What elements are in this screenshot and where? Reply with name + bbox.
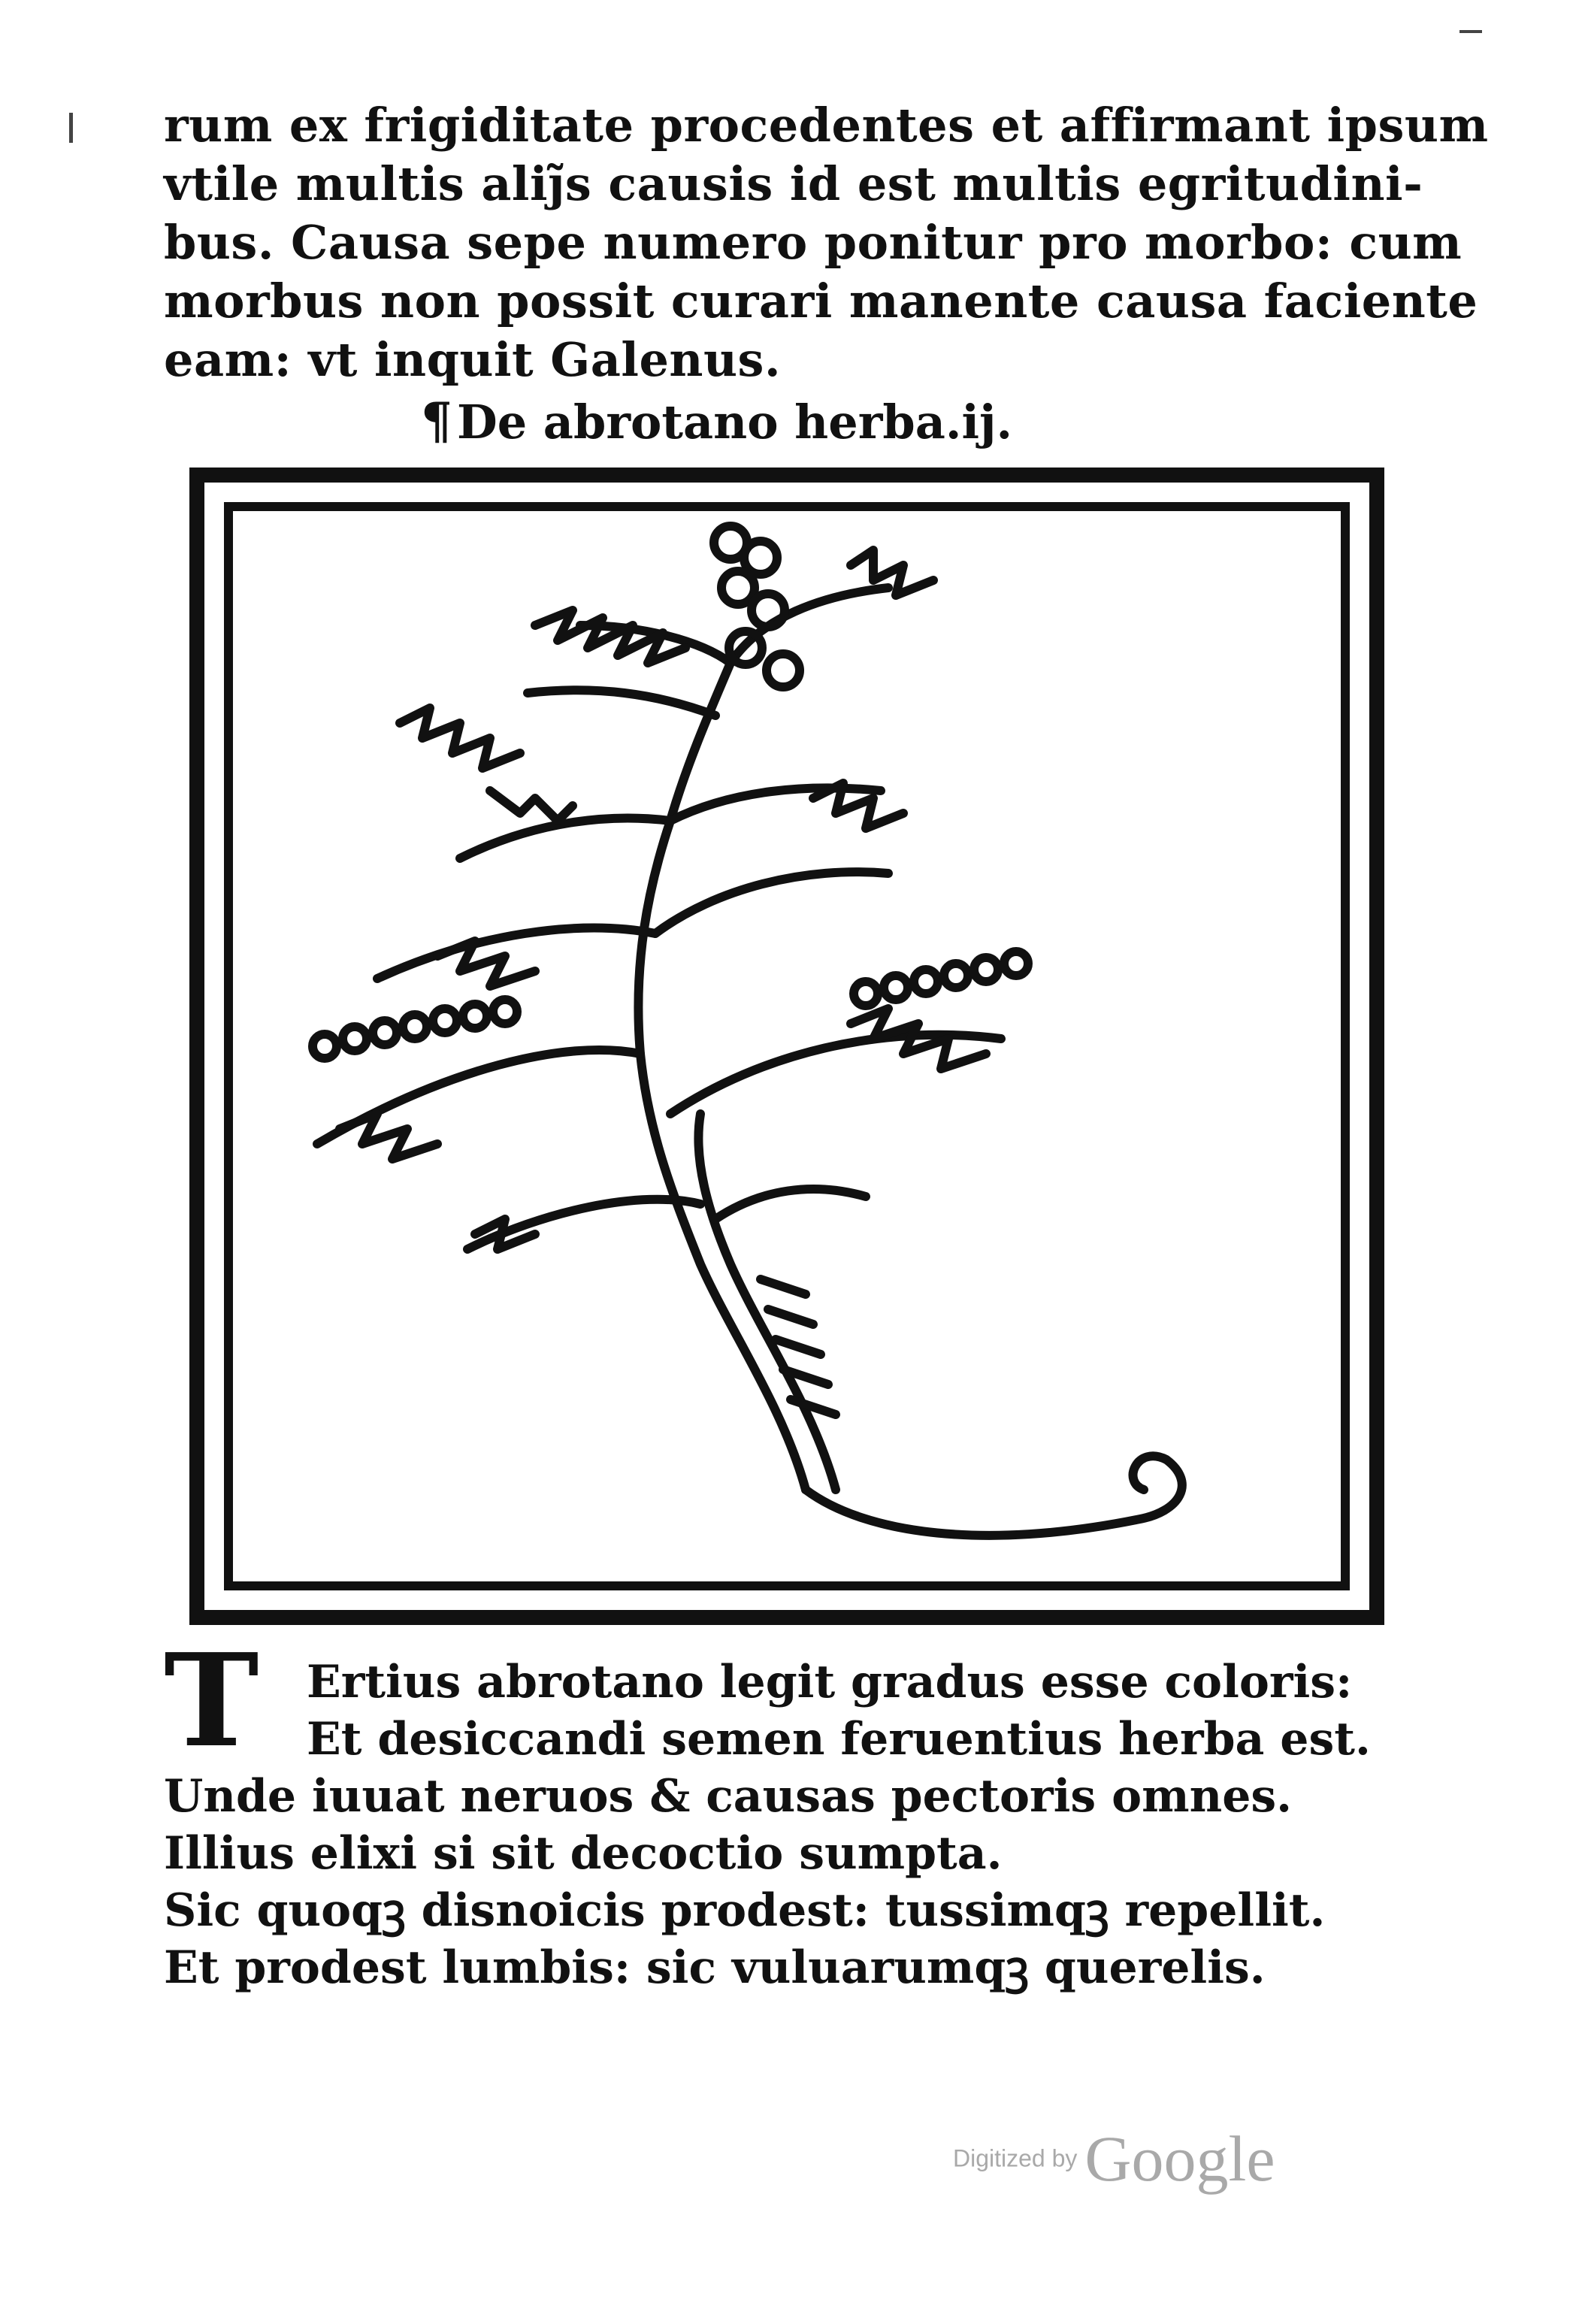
verse-line: Illius elixi si sit decoctio sumpta.	[164, 1827, 1003, 1880]
verse-block	[164, 1654, 1441, 1996]
drop-cap: T	[164, 1626, 259, 1776]
verse-line: Unde iuuat neruos & causas pectoris omnes.	[164, 1770, 1293, 1823]
verse-line: Sic quoqꝫ disnoicis prodest: tussimqꝫ repellit.	[164, 1884, 1326, 1937]
margin-mark	[69, 113, 73, 143]
plant-woodcut-icon	[189, 468, 1384, 1625]
prose-line: rum ex frigiditate procedentes et affirmant ipsum	[164, 98, 1489, 153]
verse-line: Et desiccandi semen feruentius herba est.	[307, 1713, 1371, 1766]
watermark-prefix: Digitized by	[953, 2144, 1078, 2172]
prose-line: morbus non possit curari manente causa faciente	[164, 274, 1478, 328]
verse-line: Ertius abrotano legit gradus esse coloris:	[307, 1656, 1353, 1708]
woodcut-illustration	[189, 468, 1384, 1625]
prose-block	[164, 96, 1489, 389]
margin-mark	[1459, 30, 1482, 33]
section-heading-text: De abrotano herba.ij.	[457, 395, 1013, 449]
section-heading	[421, 391, 1012, 452]
verse-line: Et prodest lumbis: sic vuluarumqꝫ querelis.	[164, 1941, 1266, 1994]
prose-line: bus. Causa sepe numero ponitur pro morbo: cum	[164, 215, 1462, 270]
pilcrow-icon: ¶	[421, 392, 452, 450]
digitized-watermark	[953, 2121, 1275, 2196]
watermark-brand: Google	[1084, 2123, 1275, 2195]
prose-line: eam: vt inquit Galenus.	[164, 332, 782, 387]
prose-line: vtile multis aliȷ̃s causis id est multis egritudini-	[164, 156, 1423, 211]
